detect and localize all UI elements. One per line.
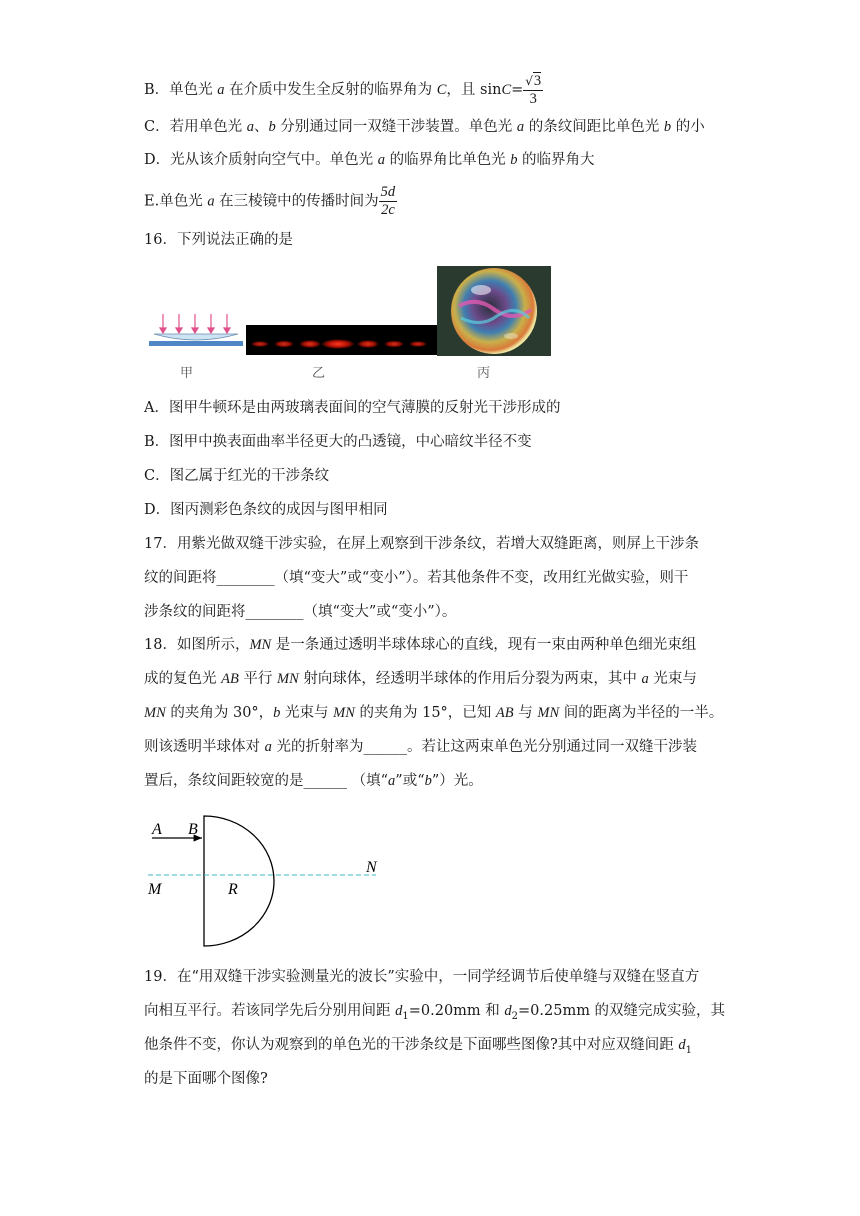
q16-stem: 16．下列说法正确的是 <box>144 232 293 248</box>
q16-option-d: D．图丙测彩色条纹的成因与图甲相同 <box>144 502 388 518</box>
q17-line-3: 涉条纹的间距将________（填“变大”或“变小”）。 <box>144 604 457 620</box>
q19-line-1: 19．在“用双缝干涉实验测量光的波长”实验中，一同学经调节后使单缝与双缝在竖直方 <box>144 969 700 985</box>
sqrt3-over-3-fraction: $\frac{√3}{3}$ <box>525 73 542 107</box>
q16-option-a: A．图甲牛顿环是由两玻璃表面间的空气薄膜的反射光干涉形成的 <box>144 400 561 416</box>
figure-label-yi: 乙 <box>312 366 326 381</box>
q17-line-1: 17．用紫光做双缝干涉实验，在屏上观察到干涉条纹，若增大双缝距离，则屏上干涉条 <box>144 536 699 552</box>
label-r: R <box>228 881 238 898</box>
label-b: B <box>188 821 198 838</box>
q16-option-b: B．图甲中换表面曲率半径更大的凸透镜，中心暗纹半径不变 <box>144 434 532 450</box>
5d-over-2c-fraction: $\frac{5d}{2c}$ <box>380 184 396 218</box>
soap-bubble-figure <box>437 266 551 356</box>
q19-line-4: 的是下面哪个图像? <box>144 1071 268 1087</box>
label-m: M <box>148 881 162 898</box>
q18-line-2: 成的复色光 AB 平行 MN 射向球体，经透明半球体的作用后分裂为两束，其中 a 光束与 <box>144 671 697 687</box>
q18-line-1: 18．如图所示，MN 是一条通过透明半球体球心的直线，现有一束由两种单色细光束组 <box>144 637 697 653</box>
q15-option-c: C．若用单色光 a、b 分别通过同一双缝干涉装置。单色光 a 的条纹间距比单色光 b 的小 <box>144 119 705 135</box>
q18-line-4: 则该透明半球体对 a 光的折射率为______。若让这两束单色光分别通过同一双缝干涉装 <box>144 739 697 755</box>
q15-option-e: E.单色光 a 在三棱镜中的传播时间为 $\frac{5d}{2c}$ <box>144 184 396 218</box>
q16-option-c: C．图乙属于红光的干涉条纹 <box>144 468 330 484</box>
q15-option-b: B．单色光 a 在介质中发生全反射的临界角为 C，且 sinC= $\frac{√3}{3}$ <box>144 73 542 107</box>
hemisphere-outline <box>204 816 274 946</box>
label-a: A <box>152 821 162 838</box>
red-fringes-figure <box>246 325 438 355</box>
q18-line-3: MN 的夹角为 30°，b 光束与 MN 的夹角为 15°，已知 AB 与 MN 间的距离为半径的一半。 <box>144 705 724 721</box>
figure-label-jia: 甲 <box>180 366 194 381</box>
hemisphere-figure <box>140 812 390 952</box>
q19-line-3: 他条件不变，你认为观察到的单色光的干涉条纹是下面哪些图像?其中对应双缝间距 $d_1$ <box>144 1037 693 1056</box>
figure-label-bing: 丙 <box>477 366 491 381</box>
q17-line-2: 纹的间距将________（填“变大”或“变小”）。若其他条件不变，改用红光做实验，则干 <box>144 570 689 586</box>
q19-line-2: 向相互平行。若该同学先后分别用间距 $d_1=0.20mm$ 和 $d_2=0.25mm$ 的双缝完成实验，其 <box>144 1003 726 1022</box>
newton-rings-figure <box>146 312 246 354</box>
q18-line-5: 置后，条纹间距较宽的是______ （填“a”或“b”）光。 <box>144 773 483 789</box>
label-n: N <box>366 859 377 876</box>
q15-option-d: D．光从该介质射向空气中。单色光 a 的临界角比单色光 b 的临界角大 <box>144 152 595 168</box>
